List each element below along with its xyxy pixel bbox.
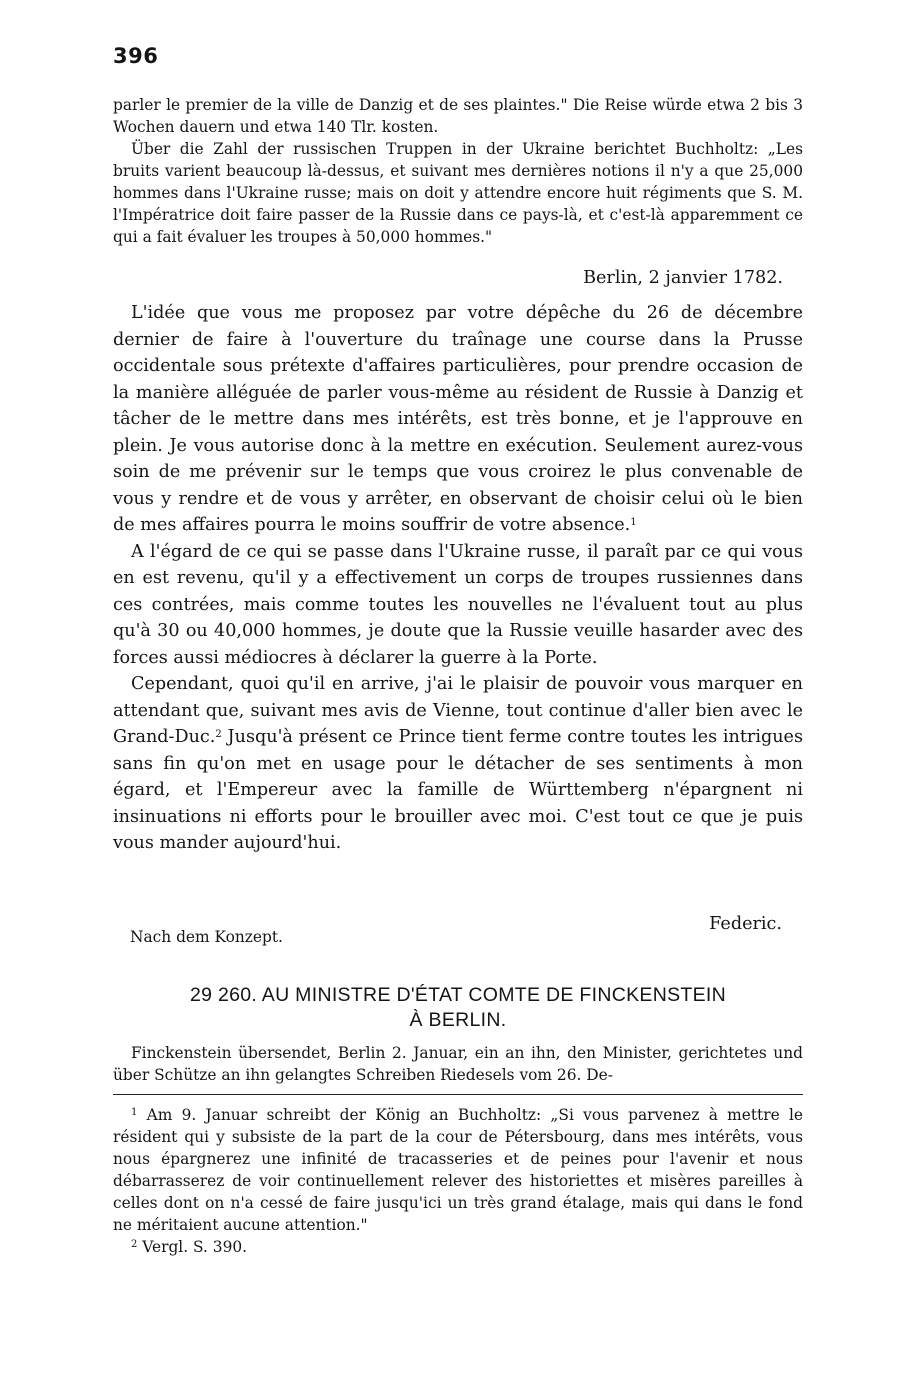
document-heading [113,983,803,1033]
page-number: 396 [113,44,159,68]
intro-paragraph-continuation: parler le premier de la ville de Danzig et de ses plaintes." Die Reise würde etwa 2 bis 3 Wochen dauern und etwa 140 Tlr. kosten. [113,96,803,136]
letter-paragraph-2: A l'égard de ce qui se passe dans l'Ukraine russe, il paraît par ce qui vous en est revenu, qu'il y a effectivement un corps de troupes russiennes dans ces contrées, mais comme toutes les nouvelles ne l'évaluent tout au plus qu'à 30 ou 40,000 hommes, je doute que la Russie veuille hasarder avec des forces aussi médiocres à déclarer la guerre à la Porte. [113,541,803,668]
footnote-2-text: Vergl. S. 390. [142,1238,248,1256]
footnote-divider [113,1094,803,1095]
footnote-2-mark: 2 [131,1239,138,1250]
heading-line-1: 29 260. AU MINISTRE D'ÉTAT COMTE DE FINCKENSTEIN [189,984,727,1006]
dateline: Berlin, 2 janvier 1782. [583,268,783,288]
letter-paragraph-1 [113,300,803,539]
letter-paragraph-3 [113,671,803,857]
next-document-intro [113,1042,803,1086]
footnote-1-mark: 1 [131,1107,138,1118]
footnote-ref-2[interactable]: 2 [215,729,222,740]
footnotes [113,1104,803,1258]
heading-line-2: À BERLIN. [409,1009,507,1031]
intro-paragraph-buchholtz-report: Über die Zahl der russischen Truppen in der Ukraine berichtet Buchholtz: „Les bruits varient beaucoup là-dessus, et suivant mes dernières notions il n'y a que 25,000 hommes dans l'Ukraine russe; mais on doit y attendre encore huit régiments que S. M. l'Impératrice doit faire passer de la Russie dans ce pays-là, et c'est-là apparemment ce qui a fait évaluer les troupes à 50,000 hommes." [113,140,803,246]
footnote-1-text: Am 9. Januar schreibt der König an Buchholtz: „Si vous parvenez à mettre le résident qui y subsiste de la part de la cour de Pétersbourg, dans mes intérêts, vous nous épargnerez une infinité de tracasseries et de peines pour l'avenir et nous débarrasserez de voir continuellement relever des historiettes et misères pareilles à celles dont on n'a cessé de faire jusqu'ici un très grand étalage, mais qui dans le fond ne méritaient aucune attention." [113,1106,803,1234]
footnote-2 [113,1236,803,1258]
signature: Federic. [709,914,782,934]
letter-paragraph-1-text: L'idée que vous me proposez par votre dépêche du 26 de décembre dernier de faire à l'ouverture du traînage une course dans la Prusse occidentale sous prétexte d'affaires particulières, pour prendre occasion de la manière alléguée de parler vous-même au résident de Russie à Danzig et tâcher de le mettre dans mes intérêts, est très bonne, et je l'approuve en plein. Je vous autorise donc à la mettre en exécution. Seulement aurez-vous soin de me prévenir sur le temps que vous croirez le plus convenable de vous y rendre et de vous y arrêter, en observant de choisir celui où le bien de mes affaires pourra le moins souffrir de votre absence. [113,303,803,535]
footnote-1 [113,1104,803,1236]
footnote-ref-1[interactable]: 1 [630,517,637,528]
intro-section [113,94,803,248]
letter-body [113,300,803,857]
source-note: Nach dem Konzept. [130,928,283,946]
letter-paragraph-3-text-b: Jusqu'à présent ce Prince tient ferme contre toutes les intrigues sans fin qu'on met en usage pour le détacher de ses sentiments à mon égard, et l'Empereur avec la famille de Württemberg n'épargnent ni insinuations ni efforts pour le brouiller avec moi. C'est tout ce que je puis vous mander aujourd'hui. [113,727,803,853]
next-intro-paragraph: Finckenstein übersendet, Berlin 2. Januar, ein an ihn, den Minister, gerichtetes und über Schütze an ihn gelangtes Schreiben Riedesels vom 26. De- [113,1044,803,1084]
letter-paragraph-3-text-a: Cependant, quoi qu'il en arrive, j'ai le plaisir de pouvoir vous marquer en attendant que, suivant mes avis de Vienne, tout continue d'aller bien avec le Grand-Duc. [113,674,803,747]
